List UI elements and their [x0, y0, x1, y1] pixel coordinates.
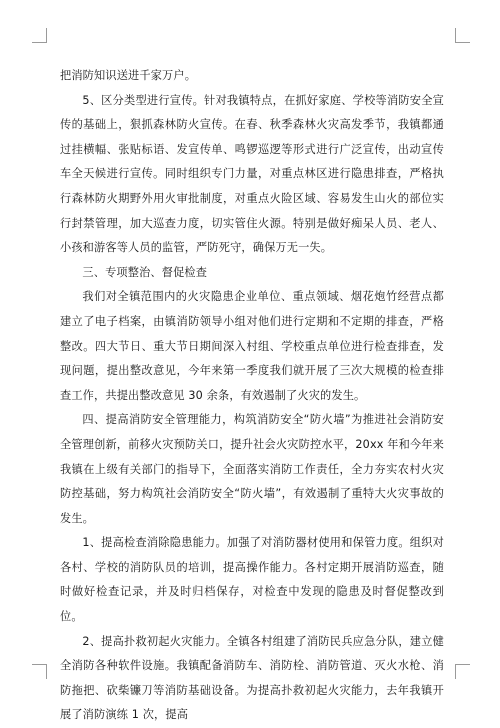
paragraph-hazard-inspection: 我们对全镇范围内的火灾隐患企业单位、重点领域、烟花炮竹经营点都建立了电子档案，由镇消防领导小组对他们进行定期和不定期的排查，严格整改。四大节日、重大节日期间深入村组、学校重点单位进行检查排查，发现问题，提出整改意见，今年来第一季度我们就开展了三次大规模的检查排查工作，共提出整改意见 30 余条，有效遏制了火灾的发生。 [60, 290, 444, 402]
paragraph-forest-fire-publicity: 5、区分类型进行宣传。针对我镇特点，在抓好家庭、学校等消防安全宣传的基础上，狠抓森林防火宣传。在春、秋季森林火灾高发季节，我镇都通过挂横幅、张贴标语、发宣传单、鸣锣巡逻等形式进行广泛宣传，出动宣传车全天候进行宣传。同时组织专门力量，对重点林区进行隐患排查，严格执行森林防火期野外用火审批制度，对重点火险区域、容易发生山火的部位实行封禁管理，加大巡查力度，切实管住火源。特别是做好痴呆人员、老人、小孩和游客等人员的监管，严防死守，确保万无一失。 [60, 93, 444, 255]
paragraph-firewall: 四、提高消防安全管理能力，构筑消防安全“防火墙”为推进社会消防安全管理创新，前移火灾预防关口，提升社会火灾防控水平，20xx 年和今年来我镇在上级有关部门的指导下，全面落实消防工作责任，全力夯实农村火灾防控基础，努力构筑社会消防安全“防火墙”，有效遏制了重特大火灾事故的发生。 [60, 413, 444, 525]
crop-mark-top-right [455, 28, 470, 43]
paragraph-hazard-elimination: 1、提高检查消除隐患能力。加强了对消防器材使用和保管力度。组织对各村、学校的消防队员的培训，提高操作能力。各村定期开展消防巡查，随时做好检查记录，并及时归档保存，对检查中发现的隐患及时督促整改到位。 [60, 536, 444, 624]
crop-mark-top-left [32, 28, 47, 43]
paragraph-fire-fighting: 2、提高扑救初起火灾能力。全镇各村组建了消防民兵应急分队，建立健全消防各种软件设施。我镇配备消防车、消防栓、消防管道、灭火水枪、消防拖把、砍柴镰刀等消防基础设备。为提高扑救初起火灾能力，去年我镇开展了消防演练 1 次，提高 [60, 634, 444, 722]
paragraph-continuation: 把消防知识送进千家万户。 [60, 69, 197, 82]
document-body [60, 64, 444, 728]
section-heading-inspection: 三、专项整治、督促检查 [82, 265, 208, 279]
crop-mark-bottom-right [455, 664, 470, 679]
crop-mark-bottom-left [32, 664, 47, 679]
